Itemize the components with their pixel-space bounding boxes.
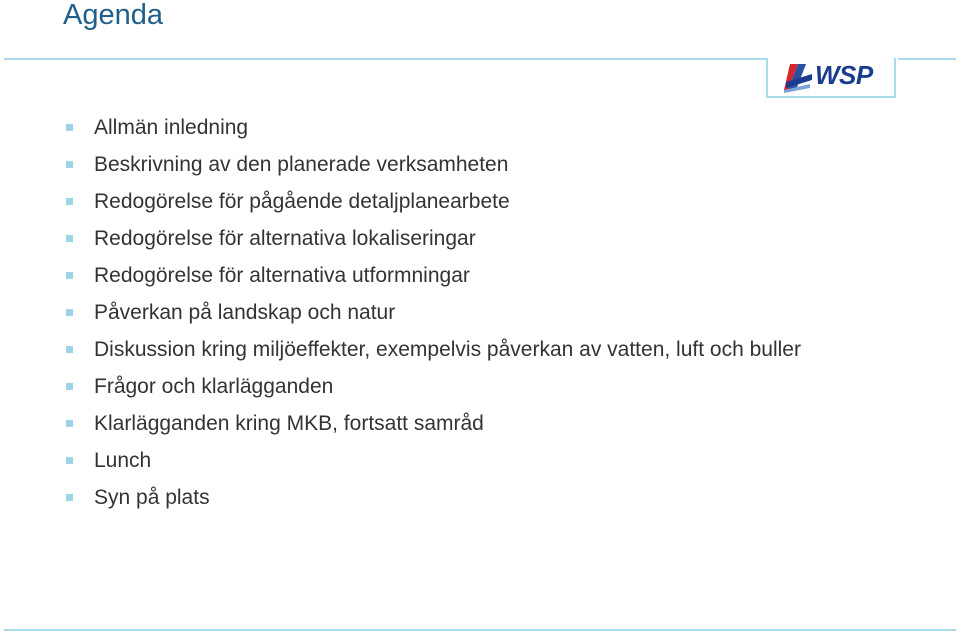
bullet-icon [66, 383, 73, 390]
list-item [64, 150, 864, 179]
bullet-icon [66, 161, 73, 168]
page-title: Agenda [63, 0, 163, 31]
list-item [64, 187, 864, 216]
wsp-logo-text: WSP [815, 60, 873, 90]
footer-divider [4, 629, 956, 631]
list-item-text: Påverkan på landskap och natur [94, 301, 396, 324]
agenda-list [64, 113, 864, 520]
list-item [64, 224, 864, 253]
bullet-icon [66, 272, 73, 279]
list-item [64, 483, 864, 512]
list-item-text: Frågor och klarlägganden [94, 375, 334, 398]
list-item-text: Redogörelse för alternativa utformningar [94, 264, 470, 287]
list-item-text: Diskussion kring miljöeffekter, exempelvis påverkan av vatten, luft och buller [94, 338, 801, 361]
list-item-text: Beskrivning av den planerade verksamheten [94, 153, 509, 176]
list-item [64, 409, 864, 438]
bullet-icon [66, 494, 73, 501]
list-item-text: Redogörelse för alternativa lokaliseringar [94, 227, 476, 250]
bullet-icon [66, 198, 73, 205]
list-item [64, 113, 864, 142]
wsp-logo-mark-icon [784, 60, 814, 94]
wsp-logo [766, 58, 896, 98]
bullet-icon [66, 309, 73, 316]
list-item-text: Syn på plats [94, 486, 210, 509]
bullet-icon [66, 235, 73, 242]
list-item [64, 261, 864, 290]
list-item-text: Allmän inledning [94, 116, 249, 139]
bullet-icon [66, 420, 73, 427]
list-item-text: Redogörelse för pågående detaljplanearbete [94, 190, 510, 213]
list-item [64, 335, 864, 364]
bullet-icon [66, 124, 73, 131]
list-item [64, 372, 864, 401]
list-item [64, 446, 864, 475]
bullet-icon [66, 346, 73, 353]
list-item-text: Lunch [94, 449, 152, 472]
list-item [64, 298, 864, 327]
list-item-text: Klarlägganden kring MKB, fortsatt samråd [94, 412, 484, 435]
header-divider [4, 58, 766, 60]
bullet-icon [66, 457, 73, 464]
header-divider-right [898, 58, 956, 60]
